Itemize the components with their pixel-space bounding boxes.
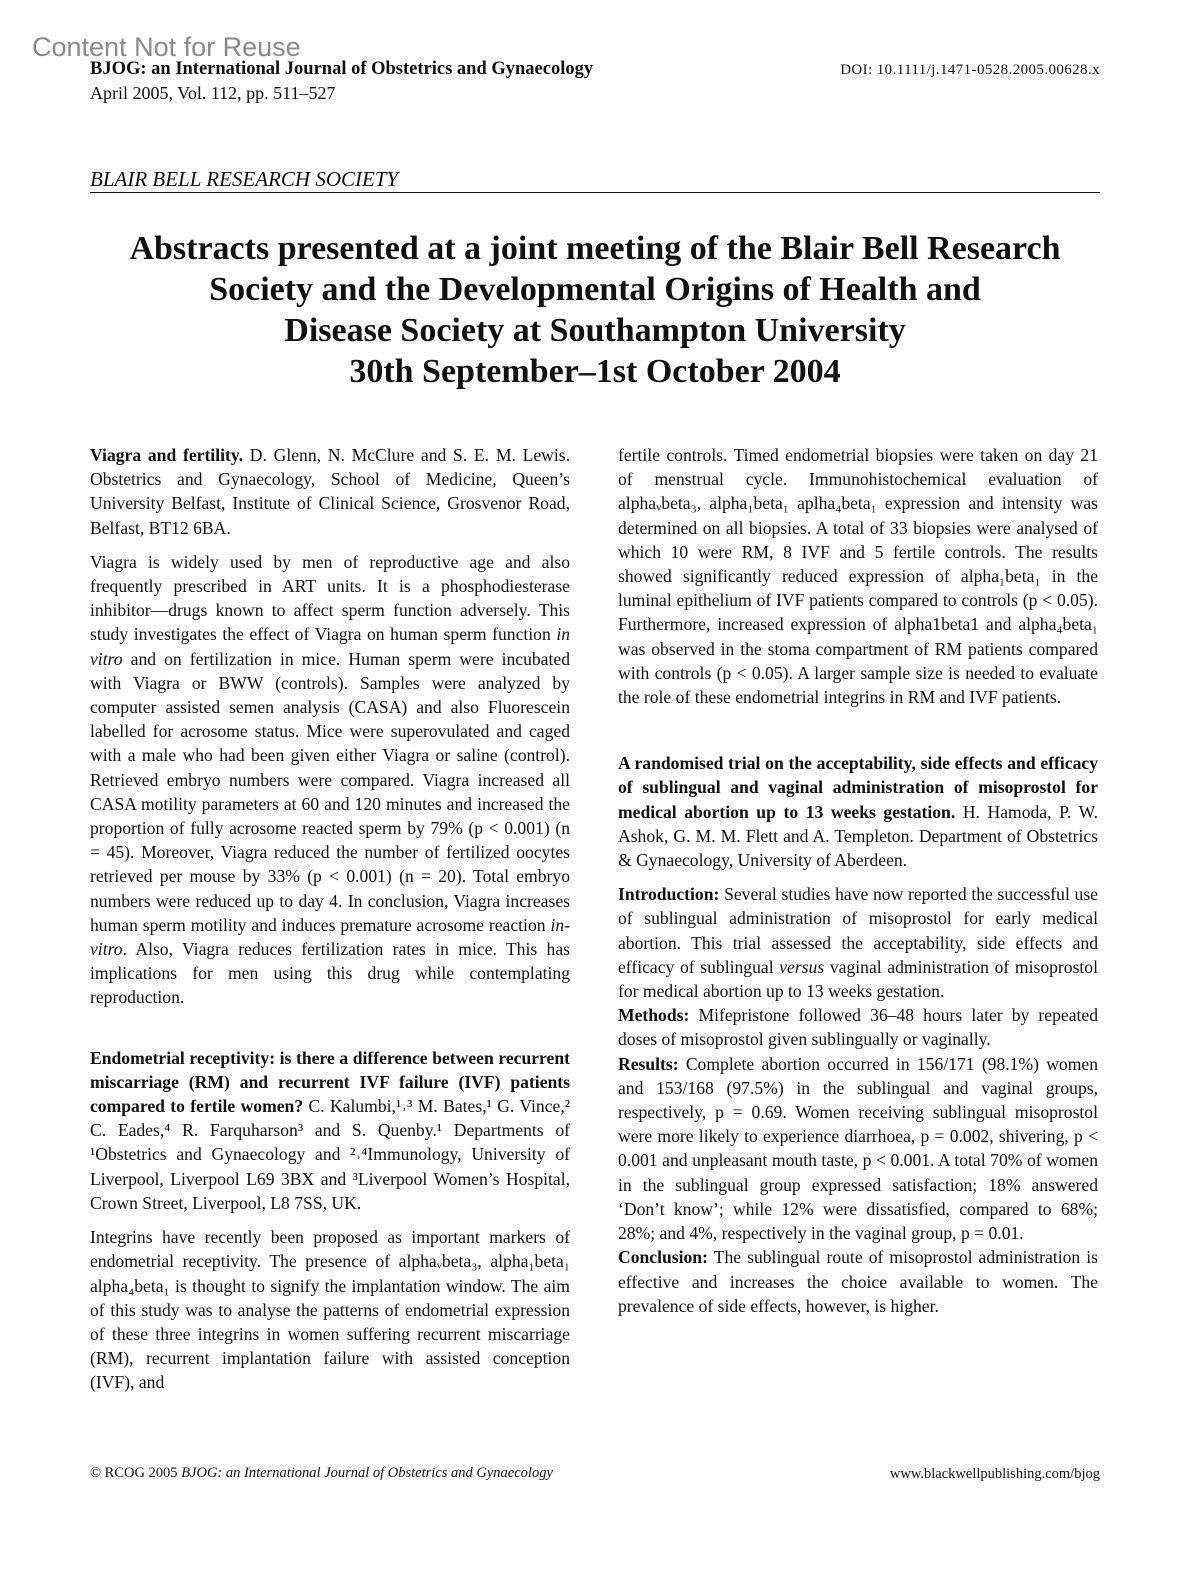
label: Methods: bbox=[618, 1005, 690, 1026]
abstract-heading bbox=[618, 751, 1098, 872]
body-text: Several studies have now reported the successful use of sublingual administration of misoprostol for early medical abortion. This trial assessed the acceptability, side effects and efficacy of sublingual bbox=[618, 884, 1098, 977]
title-line: 30th September–1st October 2004 bbox=[349, 353, 841, 390]
abstract-heading bbox=[90, 1046, 570, 1215]
abstract-body bbox=[90, 550, 570, 1010]
body-italic: in vitro bbox=[90, 624, 570, 669]
body-text: and on fertilization in mice. Human sperm were incubated with Viagra or BWW (controls). Samples were analyzed by computer assisted semen analysis (CASA) and also Fluorescein labelled for acrosome status. Mice were superovulated and caged with a male who had been given either Viagra or saline (control). Retrieved embryo numbers were compared. Viagra increased all CASA motility parameters at 60 and 120 minutes and increased the proportion of fully acrosome reacted sperm by 79% (p < 0.001) (n = 45). Moreover, Viagra reduced the number of fertilized oocytes retrieved per mouse by 33% (p < 0.001) (n = 20). Total embryo numbers were reduced up to day 4. In conclusion, Viagra increases human sperm motility and induces premature acrosome reaction bbox=[90, 648, 570, 935]
copyright: © RCOG 2005 bbox=[90, 1465, 182, 1481]
title-line: Society and the Developmental Origins of Health and bbox=[209, 271, 981, 308]
journal-name: BJOG: an International Journal of Obstetrics and Gynaecology bbox=[90, 59, 594, 79]
abstract-body: fertile controls. Timed endometrial biopsies were taken on day 21 of menstrual cycle. Immunohistochemical evaluation of alphaᵥbeta₃, alpha₁beta₁ aplha₄beta₁ expression and intensity was determined on all biopsies. A total of 33 biopsies were analysed of which 10 were RM, 8 IVF and 5 fertile controls. The results showed significantly reduced expression of alpha₁beta₁ in the luminal epithelium of IVF patients compared to controls (p < 0.05). Furthermore, increased expression of alpha1beta1 and alpha₄beta₁ was observed in the stoma compartment of RM patients compared with controls (p < 0.05). A larger sample size is needed to evaluate the role of these endometrial integrins in RM and IVF patients. bbox=[618, 445, 1098, 708]
body-text: The sublingual route of misoprostol administration is effective and increases the choice available to women. The prevalence of side effects, however, is higher. bbox=[618, 1247, 1098, 1316]
label: Results: bbox=[618, 1053, 679, 1074]
abstract-authors: C. Kalumbi,¹˒³ M. Bates,¹ G. Vince,² C. Eades,⁴ R. Farquharson³ and S. Quenby.¹ Departments of ¹Obstetrics and Gynaecology and ²˒⁴Immunology, University of Liverpool, Liverpool L69 3BX and ³Liverpool Women’s Hospital, Crown Street, Liverpool, L8 7SS, UK. bbox=[90, 1096, 570, 1213]
watermark: Content Not for Reuse bbox=[32, 32, 301, 62]
right-column bbox=[618, 443, 1098, 1328]
page-title bbox=[80, 228, 1110, 392]
section-society: BLAIR BELL RESEARCH SOCIETY bbox=[90, 167, 399, 191]
abstract-results bbox=[618, 1052, 1098, 1246]
issue-info: April 2005, Vol. 112, pp. 511–527 bbox=[90, 83, 336, 103]
body-text: vaginal administration of misoprostol for medical abortion up to 13 weeks gestation. bbox=[618, 956, 1098, 1002]
body-italic: versus bbox=[779, 956, 825, 977]
left-column bbox=[90, 443, 570, 1405]
abstract-title: Viagra and fertility. bbox=[90, 445, 244, 465]
abstract-heading bbox=[90, 443, 570, 540]
body-text: Mifepristone followed 36–48 hours later by repeated doses of misoprostol given sublingually or vaginally. bbox=[618, 1005, 1098, 1050]
header-rule bbox=[90, 192, 1100, 193]
abstract-introduction bbox=[618, 882, 1098, 1003]
title-line: Disease Society at Southampton University bbox=[284, 312, 906, 349]
footer-url[interactable]: www.blackwellpublishing.com/bjog bbox=[889, 1466, 1100, 1482]
abstract-authors: H. Hamoda, P. W. Ashok, G. M. M. Flett and A. Templeton. Department of Obstetrics & Gynaecology, University of Aberdeen. bbox=[618, 801, 1098, 871]
body-italic: in-vitro bbox=[90, 914, 570, 960]
abstract-title: A randomised trial on the acceptability, side effects and efficacy of sublingual and vaginal administration of misoprostol for medical abortion up to 13 weeks gestation. bbox=[618, 753, 1098, 822]
abstract-title: Endometrial receptivity: is there a difference between recurrent miscarriage (RM) and recurrent IVF failure (IVF) patients compared to fertile women? bbox=[90, 1047, 570, 1117]
doi: DOI: 10.1111/j.1471-0528.2005.00628.x bbox=[840, 62, 1100, 78]
body-text: . Also, Viagra reduces fertilization rates in mice. This has implications for men using this drug while contemplating reproduction. bbox=[90, 939, 570, 1008]
abstract-methods bbox=[618, 1003, 1098, 1051]
abstract-authors: D. Glenn, N. McClure and S. E. M. Lewis. Obstetrics and Gynaecology, School of Medicine, Queen’s University Belfast, Institute of Clinical Science, Grosvenor Road, Belfast, BT12 6BA. bbox=[90, 445, 570, 538]
footer-copyright bbox=[90, 1465, 553, 1482]
body-text: Viagra is widely used by men of reproductive age and also frequently prescribed in ART units. It is a phosphodiesterase inhibitor—drugs known to affect sperm function adversely. This study investigates the effect of Viagra on human sperm function bbox=[90, 551, 570, 645]
body-text: Complete abortion occurred in 156/171 (98.1%) women and 153/168 (97.5%) in the sublingual and vaginal groups, respectively, p = 0.69. Women receiving sublingual misoprostol were more likely to experience diarrhoea, p = 0.002, shivering, p < 0.001 and unpleasant mouth taste, p < 0.001. A total 70% of women in the sublingual group expressed satisfaction; 18% answered ‘Don’t know’; while 12% were dissatisfied, compared to 68%; 28%; and 4%, respectively in the vaginal group, p = 0.01. bbox=[618, 1053, 1098, 1244]
footer-journal: BJOG: an International Journal of Obstetrics and Gynaecology bbox=[181, 1465, 553, 1481]
title-line: Abstracts presented at a joint meeting of the Blair Bell Research bbox=[129, 230, 1061, 267]
abstract-conclusion bbox=[618, 1245, 1098, 1318]
abstract-body: Integrins have recently been proposed as important markers of endometrial receptivity. The presence of alphaᵥbeta₃, alpha₁beta₁ alpha₄beta₁ is thought to signify the implantation window. The aim of this study was to analyse the patterns of endometrial expression of these three integrins in women suffering recurrent miscarriage (RM), recurrent implantation failure with assisted conception (IVF), and bbox=[90, 1227, 570, 1393]
label: Conclusion: bbox=[618, 1247, 708, 1268]
label: Introduction: bbox=[618, 884, 720, 905]
